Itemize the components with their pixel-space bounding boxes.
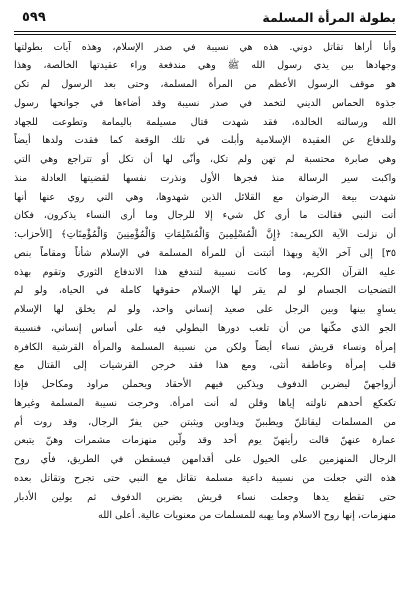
text-line: أزواجهنّ ليضربن الدفوف ويذكين فيهم الأحقاد ويحملن مراود ومكاحل فإذا (14, 379, 396, 390)
text-line: منهزمات، إنها روح الاسلام وما يهبه للمسلمات من معنويات عالية. أعلى الله (98, 510, 396, 522)
text-line: وجهادها بين يدي رسول الله ﷺ وهي مندفعة وراء عقيدتها الخالصة، وهذا (14, 60, 396, 72)
quran-verse-line: أن نزلت الآية الكريمة: ﴿إِنَّ الْمُسْلِمِينَ وَالْمُسْلِمَاتِ وَالْمُؤْمِنِينَ وَالْمُؤْمِنَاتِ﴾ [الأحزاب: (14, 229, 396, 240)
text-line: ٣٥] إلى آخر الآية وبهذا أثبتت أن للمرأة المسلمة في الإسلام شأناً ومقاماً بنص (14, 247, 396, 259)
text-line: عمارة عنهنّ قالت رأيتهنّ يوم أحد وقد ولّين منهزمات مشمرات وهنّ يتبعن (14, 435, 396, 447)
text-line: يساوِ بينها وبين الرجل على صعيد إنساني واحد، ولو لم يخلق لها الإسلام (14, 304, 396, 315)
text-line: التضحيات الجسام لو لم يقر لها الإسلام حقوقها كاملة في الحياة، ولو لم (14, 285, 396, 297)
header-rule (14, 31, 396, 32)
page-header (14, 8, 396, 28)
text-line: تكعكع أحدهم ناولته إياها وقلن له أنت امرأة. وخرجت نسيبة المسلمة وغيرها (14, 397, 396, 409)
text-line: الرجال المنهزمين على الخيول على أقدامهن فيسقطن في الطريق، فأي روح (14, 454, 396, 465)
text-line: وللدفاع عن العقيدة الإسلامية وأبلت في تلك الوقعة كما فقدت ولدها أيضاً (14, 135, 396, 147)
text-line: حتى تقطع يدها وجعلت نساء قريش يضربن الدفوف ثم يولين الأدبار (14, 491, 396, 503)
text-line: الجو الذي مكّنها من أن تلعب دورها البطولي فيه على أساس إنساني، فنسيبة (14, 322, 396, 334)
text-line: من المسلمات ليقاتلنّ ويطببنّ ويداوين ويثبتن حين يفرّ الرجال، وقد روت أم (14, 416, 396, 428)
text-line: وهي صابرة محتسبة لم تهن ولم تكل، وأنّى لها أن تكل أو تتراجع وهي التي (14, 154, 396, 165)
text-line: واكبت سير الرسالة منذ فجرها الأول ونذرت نفسها لقضيتها العادلة منذ (14, 172, 396, 184)
header-rule-thin (14, 34, 396, 35)
text-line: الله ورسالته الخالدة، فقد شهدت قتال مسيلمة باليمامة وتطوعت للجهاد (14, 116, 396, 128)
text-line: قلب إمرأة وعاطفة أنثى، ومع هذا فقد خرجن القرشيات إلى القتال مع (14, 360, 396, 372)
text-line: وأنا أراها تقاتل دوني. هذه هي نسيبة في صدر الإسلام، وهذه آيات بطولتها (14, 41, 396, 53)
text-line: جذوة الحماس الديني لتخمد في صدر نسيبة وقد أضاءها في جوانحها رسول (14, 97, 396, 109)
page-number: ٥٩٩ (22, 10, 46, 25)
running-title: بطولة المرأة المسلمة (262, 10, 396, 25)
text-line: عليه القرآن الكريم، وما كانت نسيبة لتندفع هذا الاندفاع الثوري وتقوم بهذه (14, 266, 396, 278)
text-line: هذه التي جعلت من نسيبة داعية مسلمة تقاتل مع النبي حتى تجرح وتقاتل بعده (14, 472, 396, 484)
text-line: إمرأة ونساء قريش نساء أيضاً ولكن من نسيبة المسلمة والمرأة القرشية الكافرة (14, 341, 396, 353)
text-line: شهدت بيعة الرضوان مع القلائل الذين شهدوها، وهي التي روي عنها أنها (14, 191, 396, 203)
text-line: هو موقف الرسول الأعظم من المرأة المسلمة، وحتى بعد الرسول لم تكن (14, 79, 396, 90)
body-text (14, 39, 396, 527)
text-line: أتت النبي فقالت ما أرى كل شيء إلا للرجال وما أرى النساء يذكرون، فكان (14, 210, 396, 222)
